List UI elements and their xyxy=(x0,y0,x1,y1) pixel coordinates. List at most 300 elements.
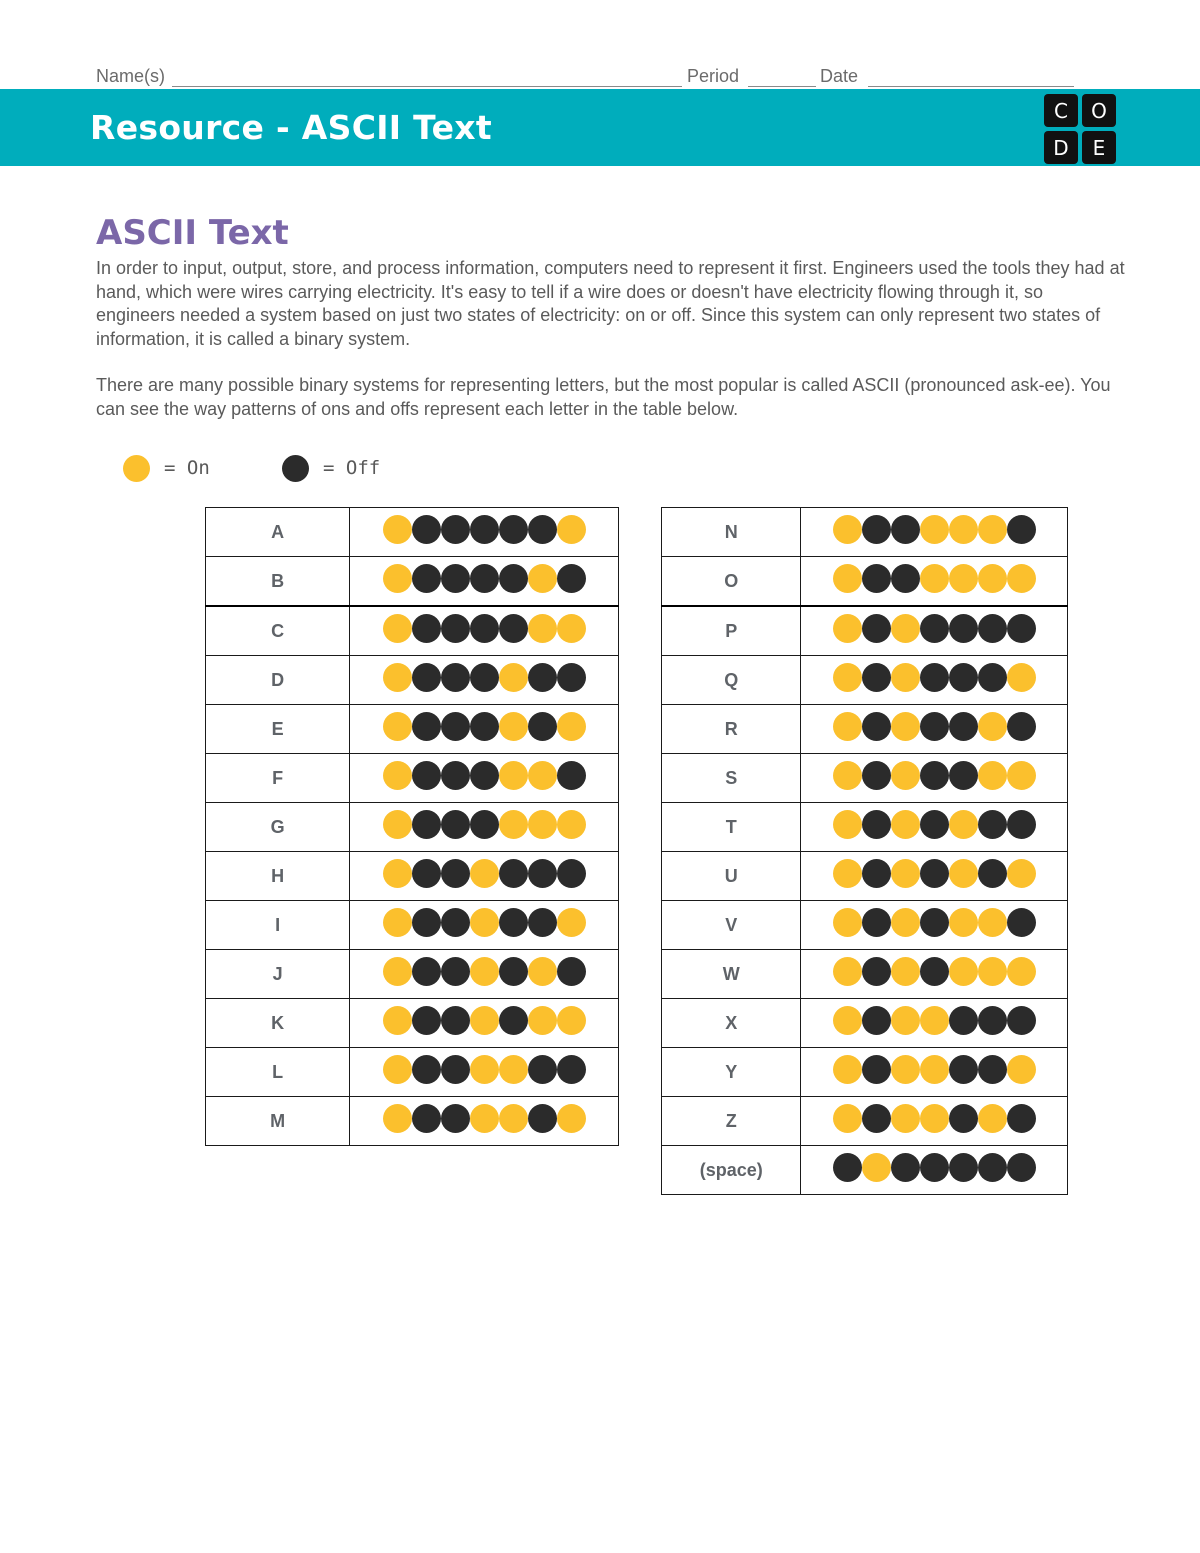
bit-pattern-cell xyxy=(350,1048,619,1097)
bit-pattern-cell xyxy=(350,950,619,999)
bit-pattern xyxy=(383,761,586,790)
off-circle-icon xyxy=(441,1104,470,1133)
letter-cell: A xyxy=(206,508,350,557)
bit-pattern xyxy=(383,712,586,741)
on-circle-icon xyxy=(978,908,1007,937)
on-circle-icon xyxy=(557,515,586,544)
on-circle-icon xyxy=(978,761,1007,790)
bit-pattern xyxy=(383,515,586,544)
off-circle-icon xyxy=(412,810,441,839)
letter-cell: M xyxy=(206,1097,350,1146)
on-circle-icon xyxy=(528,957,557,986)
off-circle-icon xyxy=(978,614,1007,643)
off-circle-icon xyxy=(499,908,528,937)
on-circle-icon xyxy=(470,1104,499,1133)
off-circle-icon xyxy=(949,712,978,741)
on-circle-icon xyxy=(949,957,978,986)
off-circle-icon xyxy=(441,712,470,741)
off-circle-icon xyxy=(470,564,499,593)
on-circle-icon xyxy=(833,515,862,544)
on-circle-icon xyxy=(123,455,150,482)
on-circle-icon xyxy=(833,712,862,741)
off-circle-icon xyxy=(978,663,1007,692)
off-circle-icon xyxy=(557,761,586,790)
on-circle-icon xyxy=(557,614,586,643)
on-circle-icon xyxy=(920,515,949,544)
on-circle-icon xyxy=(1007,859,1036,888)
bit-pattern xyxy=(833,515,1036,544)
table-row xyxy=(662,1146,1068,1195)
letter-cell: T xyxy=(662,803,801,852)
off-circle-icon xyxy=(920,810,949,839)
on-circle-icon xyxy=(920,1055,949,1084)
table-row xyxy=(206,999,619,1048)
off-circle-icon xyxy=(528,1055,557,1084)
on-circle-icon xyxy=(833,1006,862,1035)
letter-cell: C xyxy=(206,606,350,656)
bit-pattern xyxy=(383,564,586,593)
bit-pattern-cell xyxy=(801,1048,1068,1097)
off-circle-icon xyxy=(412,957,441,986)
off-circle-icon xyxy=(978,859,1007,888)
off-circle-icon xyxy=(978,1055,1007,1084)
on-circle-icon xyxy=(383,1055,412,1084)
table-row xyxy=(206,1048,619,1097)
on-circle-icon xyxy=(891,761,920,790)
off-circle-icon xyxy=(862,859,891,888)
bit-pattern xyxy=(383,1055,586,1084)
on-circle-icon xyxy=(499,810,528,839)
off-circle-icon xyxy=(412,761,441,790)
table-row xyxy=(662,656,1068,705)
on-circle-icon xyxy=(891,859,920,888)
off-circle-icon xyxy=(528,712,557,741)
bit-pattern-cell xyxy=(350,999,619,1048)
letter-cell: G xyxy=(206,803,350,852)
bit-pattern-cell xyxy=(801,999,1068,1048)
off-circle-icon xyxy=(862,908,891,937)
off-circle-icon xyxy=(470,663,499,692)
on-circle-icon xyxy=(499,1055,528,1084)
on-circle-icon xyxy=(383,614,412,643)
legend-on xyxy=(123,453,210,483)
letter-cell: L xyxy=(206,1048,350,1097)
on-circle-icon xyxy=(383,1006,412,1035)
off-circle-icon xyxy=(949,663,978,692)
bit-pattern-cell xyxy=(801,803,1068,852)
on-circle-icon xyxy=(891,614,920,643)
letter-cell: O xyxy=(662,557,801,607)
off-circle-icon xyxy=(441,957,470,986)
off-circle-icon xyxy=(557,564,586,593)
on-circle-icon xyxy=(1007,564,1036,593)
letter-cell: B xyxy=(206,557,350,607)
on-circle-icon xyxy=(891,957,920,986)
on-circle-icon xyxy=(891,712,920,741)
on-circle-icon xyxy=(470,1006,499,1035)
letter-cell: Y xyxy=(662,1048,801,1097)
off-circle-icon xyxy=(920,712,949,741)
on-circle-icon xyxy=(891,663,920,692)
date-field[interactable] xyxy=(868,86,1074,87)
on-circle-icon xyxy=(833,761,862,790)
off-circle-icon xyxy=(441,908,470,937)
on-circle-icon xyxy=(833,1104,862,1133)
table-row xyxy=(662,606,1068,656)
off-circle-icon xyxy=(920,614,949,643)
on-circle-icon xyxy=(383,1104,412,1133)
on-circle-icon xyxy=(528,761,557,790)
on-circle-icon xyxy=(833,957,862,986)
bit-pattern xyxy=(383,957,586,986)
off-circle-icon xyxy=(949,1055,978,1084)
table-row xyxy=(206,705,619,754)
off-circle-icon xyxy=(862,663,891,692)
on-circle-icon xyxy=(978,712,1007,741)
off-circle-icon xyxy=(862,1006,891,1035)
bit-pattern xyxy=(833,1104,1036,1133)
off-circle-icon xyxy=(499,859,528,888)
bit-pattern-cell xyxy=(350,901,619,950)
bit-pattern-cell xyxy=(801,754,1068,803)
bit-pattern xyxy=(833,663,1036,692)
table-row xyxy=(662,705,1068,754)
on-circle-icon xyxy=(978,1104,1007,1133)
bit-pattern xyxy=(833,1153,1036,1182)
bit-pattern xyxy=(833,1006,1036,1035)
table-row xyxy=(662,557,1068,607)
table-row xyxy=(662,754,1068,803)
off-circle-icon xyxy=(862,712,891,741)
off-circle-icon xyxy=(1007,810,1036,839)
off-circle-icon xyxy=(412,564,441,593)
letter-cell: K xyxy=(206,999,350,1048)
on-circle-icon xyxy=(499,663,528,692)
off-circle-icon xyxy=(862,564,891,593)
on-circle-icon xyxy=(949,564,978,593)
on-circle-icon xyxy=(833,614,862,643)
letter-cell: X xyxy=(662,999,801,1048)
table-row xyxy=(662,950,1068,999)
bit-pattern-cell xyxy=(350,1097,619,1146)
bit-pattern xyxy=(383,663,586,692)
off-circle-icon xyxy=(949,761,978,790)
on-circle-icon xyxy=(1007,1055,1036,1084)
off-circle-icon xyxy=(833,1153,862,1182)
bit-pattern-cell xyxy=(350,852,619,901)
letter-cell: V xyxy=(662,901,801,950)
on-circle-icon xyxy=(528,614,557,643)
bit-pattern-cell xyxy=(801,1146,1068,1195)
logo-letter: O xyxy=(1082,94,1116,127)
ascii-table-right xyxy=(661,507,1068,1195)
letter-cell: J xyxy=(206,950,350,999)
off-circle-icon xyxy=(1007,614,1036,643)
off-circle-icon xyxy=(412,515,441,544)
bit-pattern xyxy=(833,614,1036,643)
on-circle-icon xyxy=(1007,663,1036,692)
period-label: Period xyxy=(687,66,740,86)
off-circle-icon xyxy=(1007,1153,1036,1182)
on-circle-icon xyxy=(470,859,499,888)
on-circle-icon xyxy=(833,908,862,937)
on-circle-icon xyxy=(949,810,978,839)
off-circle-icon xyxy=(528,908,557,937)
bit-pattern xyxy=(383,908,586,937)
intro-paragraph: In order to input, output, store, and process information, computers need to represent it first. Engineers used the tools they had at hand, which were wires carrying electricity. It's easy to tell if a wire does or doesn't have electricity flowing through it, so engineers needed a system based on just two states of electricity: on or off. Since this system can only represent two states of information, it is called a binary system. xyxy=(96,258,1125,349)
on-circle-icon xyxy=(833,859,862,888)
letter-cell: R xyxy=(662,705,801,754)
code-logo xyxy=(1044,94,1116,164)
off-circle-icon xyxy=(499,515,528,544)
on-circle-icon xyxy=(557,810,586,839)
off-circle-icon xyxy=(862,810,891,839)
on-circle-icon xyxy=(833,564,862,593)
on-circle-icon xyxy=(833,810,862,839)
bit-pattern xyxy=(383,859,586,888)
bit-pattern xyxy=(833,957,1036,986)
logo-letter: E xyxy=(1082,131,1116,164)
on-circle-icon xyxy=(383,810,412,839)
off-circle-icon xyxy=(920,957,949,986)
name-label: Name(s) xyxy=(96,66,166,86)
off-circle-icon xyxy=(862,614,891,643)
off-circle-icon xyxy=(441,614,470,643)
header-banner xyxy=(0,89,1200,166)
off-circle-icon xyxy=(1007,1104,1036,1133)
on-circle-icon xyxy=(557,712,586,741)
on-circle-icon xyxy=(470,1055,499,1084)
off-circle-icon xyxy=(412,614,441,643)
bit-pattern xyxy=(383,1006,586,1035)
bit-pattern xyxy=(833,761,1036,790)
bit-pattern-cell xyxy=(801,1097,1068,1146)
bit-pattern-cell xyxy=(350,803,619,852)
bit-pattern xyxy=(833,564,1036,593)
on-circle-icon xyxy=(891,1006,920,1035)
off-circle-icon xyxy=(1007,515,1036,544)
table-row xyxy=(206,606,619,656)
on-circle-icon xyxy=(383,712,412,741)
bit-pattern xyxy=(833,908,1036,937)
off-circle-icon xyxy=(1007,1006,1036,1035)
on-circle-icon xyxy=(891,908,920,937)
period-field[interactable] xyxy=(748,86,816,87)
legend-off-label: = Off xyxy=(323,457,381,479)
off-circle-icon xyxy=(470,810,499,839)
off-circle-icon xyxy=(499,1006,528,1035)
on-circle-icon xyxy=(978,515,1007,544)
on-circle-icon xyxy=(470,957,499,986)
page-title: Resource - ASCII Text xyxy=(90,108,492,147)
on-circle-icon xyxy=(949,515,978,544)
on-circle-icon xyxy=(557,908,586,937)
off-circle-icon xyxy=(862,957,891,986)
off-circle-icon xyxy=(978,810,1007,839)
name-field[interactable] xyxy=(172,86,682,87)
off-circle-icon xyxy=(949,1006,978,1035)
off-circle-icon xyxy=(920,761,949,790)
bit-pattern xyxy=(833,712,1036,741)
bit-pattern-cell xyxy=(801,950,1068,999)
off-circle-icon xyxy=(920,663,949,692)
off-circle-icon xyxy=(557,957,586,986)
bit-pattern-cell xyxy=(350,656,619,705)
table-row xyxy=(206,557,619,607)
off-circle-icon xyxy=(528,515,557,544)
table-row xyxy=(206,901,619,950)
on-circle-icon xyxy=(383,761,412,790)
off-circle-icon xyxy=(528,859,557,888)
table-row xyxy=(662,852,1068,901)
table-row xyxy=(206,803,619,852)
off-circle-icon xyxy=(891,515,920,544)
letter-cell: N xyxy=(662,508,801,557)
on-circle-icon xyxy=(383,908,412,937)
off-circle-icon xyxy=(557,859,586,888)
letter-cell: S xyxy=(662,754,801,803)
off-circle-icon xyxy=(862,1055,891,1084)
bit-pattern xyxy=(383,1104,586,1133)
off-circle-icon xyxy=(441,810,470,839)
off-circle-icon xyxy=(470,761,499,790)
off-circle-icon xyxy=(441,1055,470,1084)
table-row xyxy=(662,1048,1068,1097)
table-row xyxy=(662,1097,1068,1146)
logo-letter: D xyxy=(1044,131,1078,164)
letter-cell: (space) xyxy=(662,1146,801,1195)
off-circle-icon xyxy=(499,614,528,643)
on-circle-icon xyxy=(920,564,949,593)
on-circle-icon xyxy=(470,908,499,937)
on-circle-icon xyxy=(949,908,978,937)
off-circle-icon xyxy=(441,761,470,790)
off-circle-icon xyxy=(499,564,528,593)
off-circle-icon xyxy=(1007,908,1036,937)
off-circle-icon xyxy=(978,1006,1007,1035)
off-circle-icon xyxy=(920,859,949,888)
on-circle-icon xyxy=(949,859,978,888)
date-label: Date xyxy=(820,66,859,86)
letter-cell: H xyxy=(206,852,350,901)
off-circle-icon xyxy=(282,455,309,482)
off-circle-icon xyxy=(470,712,499,741)
off-circle-icon xyxy=(978,1153,1007,1182)
off-circle-icon xyxy=(528,663,557,692)
off-circle-icon xyxy=(441,663,470,692)
off-circle-icon xyxy=(412,908,441,937)
legend-off xyxy=(282,453,380,483)
on-circle-icon xyxy=(891,1104,920,1133)
letter-cell: D xyxy=(206,656,350,705)
on-circle-icon xyxy=(833,1055,862,1084)
off-circle-icon xyxy=(949,1153,978,1182)
off-circle-icon xyxy=(412,663,441,692)
bit-pattern-cell xyxy=(801,656,1068,705)
off-circle-icon xyxy=(862,1104,891,1133)
logo-letter: C xyxy=(1044,94,1078,127)
letter-cell: Q xyxy=(662,656,801,705)
table-row xyxy=(206,754,619,803)
bit-pattern-cell xyxy=(801,606,1068,656)
on-circle-icon xyxy=(833,663,862,692)
letter-cell: I xyxy=(206,901,350,950)
letter-cell: W xyxy=(662,950,801,999)
bit-pattern-cell xyxy=(801,508,1068,557)
table-row xyxy=(206,852,619,901)
on-circle-icon xyxy=(383,515,412,544)
off-circle-icon xyxy=(412,1104,441,1133)
table-row xyxy=(662,803,1068,852)
ascii-paragraph: There are many possible binary systems for representing letters, but the most popular is called ASCII (pronounced ask-ee). You can see the way patterns of ons and offs represent each letter in the table below. xyxy=(96,375,1111,419)
off-circle-icon xyxy=(412,1055,441,1084)
off-circle-icon xyxy=(862,761,891,790)
bit-pattern xyxy=(833,1055,1036,1084)
off-circle-icon xyxy=(891,564,920,593)
bit-pattern-cell xyxy=(350,705,619,754)
letter-cell: U xyxy=(662,852,801,901)
on-circle-icon xyxy=(891,810,920,839)
bit-pattern-cell xyxy=(801,852,1068,901)
table-row xyxy=(662,901,1068,950)
off-circle-icon xyxy=(949,614,978,643)
on-circle-icon xyxy=(920,1104,949,1133)
on-circle-icon xyxy=(891,1055,920,1084)
on-circle-icon xyxy=(528,810,557,839)
table-row xyxy=(206,950,619,999)
on-circle-icon xyxy=(920,1006,949,1035)
off-circle-icon xyxy=(412,712,441,741)
off-circle-icon xyxy=(441,1006,470,1035)
off-circle-icon xyxy=(557,663,586,692)
off-circle-icon xyxy=(412,859,441,888)
bit-pattern-cell xyxy=(350,508,619,557)
on-circle-icon xyxy=(1007,761,1036,790)
off-circle-icon xyxy=(470,515,499,544)
on-circle-icon xyxy=(862,1153,891,1182)
bit-pattern-cell xyxy=(801,901,1068,950)
off-circle-icon xyxy=(891,1153,920,1182)
off-circle-icon xyxy=(920,908,949,937)
on-circle-icon xyxy=(383,564,412,593)
letter-cell: Z xyxy=(662,1097,801,1146)
letter-cell: E xyxy=(206,705,350,754)
on-circle-icon xyxy=(528,564,557,593)
bit-pattern-cell xyxy=(350,754,619,803)
bit-pattern-cell xyxy=(801,705,1068,754)
on-circle-icon xyxy=(978,564,1007,593)
on-circle-icon xyxy=(499,761,528,790)
table-row xyxy=(206,508,619,557)
on-circle-icon xyxy=(528,1006,557,1035)
off-circle-icon xyxy=(412,1006,441,1035)
off-circle-icon xyxy=(949,1104,978,1133)
table-row xyxy=(206,1097,619,1146)
legend-on-label: = On xyxy=(164,457,210,479)
bit-pattern xyxy=(383,614,586,643)
table-row xyxy=(206,656,619,705)
table-row xyxy=(662,508,1068,557)
off-circle-icon xyxy=(862,515,891,544)
on-circle-icon xyxy=(557,1006,586,1035)
on-circle-icon xyxy=(499,1104,528,1133)
ascii-table-left xyxy=(205,507,619,1146)
off-circle-icon xyxy=(470,614,499,643)
off-circle-icon xyxy=(499,957,528,986)
on-circle-icon xyxy=(499,712,528,741)
letter-cell: P xyxy=(662,606,801,656)
off-circle-icon xyxy=(557,1055,586,1084)
